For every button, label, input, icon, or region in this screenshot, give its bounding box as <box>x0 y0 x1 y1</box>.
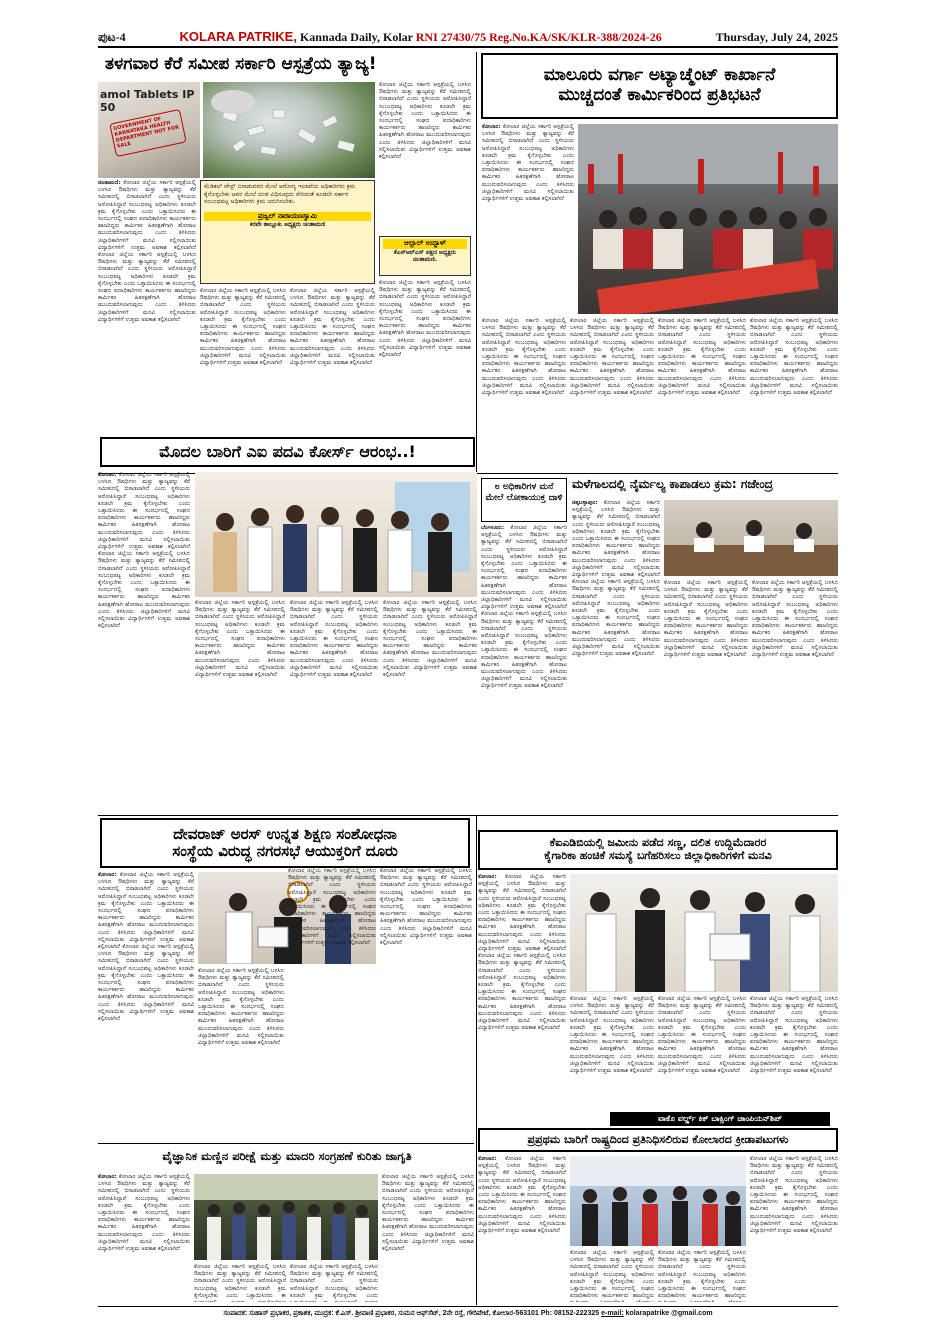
footer-email[interactable]: kolarapatrike @gmail.com <box>625 1310 713 1317</box>
story1-column-1: ಚಿಂತಾಮಣಿ: ಕೋಲಾರ ಜಿಲ್ಲೆಯ ಸರ್ಕಾರಿ ಆಸ್ಪತ್ರೆಯಲ್ಲಿ ಬಳಸಿದ ಔಷಧಿಗಳು ಮತ್ತು ತ್ಯಾಜ್ಯವನ್ನು ಕೆರೆ ಸಮೀಪದಲ್ಲಿ ಬಿಸಾಡಲಾಗಿದೆ ಎಂದು ಸ್ಥಳೀಯರು ಆರೋಪಿಸಿದ್ದಾರೆ ಸಂಬಂಧಪಟ್ಟ ಅಧಿಕಾರಿಗಳು ಕೂಡಲೇ ಕ್ರಮ ಕೈಗೊಳ್ಳಬೇಕು ಎಂದು ಒತ್ತಾಯಿಸಿದರು ಈ ಸಂದರ್ಭದಲ್ಲಿ ಸಂಘದ ಪದಾಧಿಕಾರಿಗಳು ಕಾರ್ಯಕರ್ತರು ಹಾಜರಿದ್ದರು ಕಾರ್ಮಿಕರ ಹಿತರಕ್ಷಣೆಗಾಗಿ ಹೋರಾಟ ಮುಂದುವರಿಸಲಾಗುವುದು ಎಂದು ತಿಳಿಸಿದರು ಜಿಲ್ಲಾಧಿಕಾರಿಗಳಿಗೆ ಮನವಿ ಸಲ್ಲಿಸಲಾಯಿತು ವಿದ್ಯಾರ್ಥಿಗಳಿಗೆ ಉತ್ತಮ ಅವಕಾಶ ಕಲ್ಪಿಸಲಾಗಿದೆ ಕೋಲಾರ ಜಿಲ್ಲೆಯ ಸರ್ಕಾರಿ ಆಸ್ಪತ್ರೆಯಲ್ಲಿ ಬಳಸಿದ ಔಷಧಿಗಳು ಮತ್ತು ತ್ಯಾಜ್ಯವನ್ನು ಕೆರೆ ಸಮೀಪದಲ್ಲಿ ಬಿಸಾಡಲಾಗಿದೆ ಎಂದು ಸ್ಥಳೀಯರು ಆರೋಪಿಸಿದ್ದಾರೆ ಸಂಬಂಧಪಟ್ಟ ಅಧಿಕಾರಿಗಳು ಕೂಡಲೇ ಕ್ರಮ ಕೈಗೊಳ್ಳಬೇಕು ಎಂದು ಒತ್ತಾಯಿಸಿದರು ಈ ಸಂದರ್ಭದಲ್ಲಿ ಸಂಘದ ಪದಾಧಿಕಾರಿಗಳು ಕಾರ್ಯಕರ್ತರು ಹಾಜರಿದ್ದರು ಕಾರ್ಮಿಕರ ಹಿತರಕ್ಷಣೆಗಾಗಿ ಹೋರಾಟ ಮುಂದುವರಿಸಲಾಗುವುದು ಎಂದು ತಿಳಿಸಿದರು ಜಿಲ್ಲಾಧಿಕಾರಿಗಳಿಗೆ ಮನವಿ ಸಲ್ಲಿಸಲಾಯಿತು ವಿದ್ಯಾರ್ಥಿಗಳಿಗೆ ಉತ್ತಮ ಅವಕಾಶ ಕಲ್ಪಿಸಲಾಗಿದೆ <box>98 180 196 323</box>
registration-number: RNI 27430/75 Reg.No.KA/SK/KLR-388/2024-26 <box>415 30 662 44</box>
story8-column-2: ಕೋಲಾರ ಜಿಲ್ಲೆಯ ಸರ್ಕಾರಿ ಆಸ್ಪತ್ರೆಯಲ್ಲಿ ಬಳಸಿದ ಔಷಧಿಗಳು ಮತ್ತು ತ್ಯಾಜ್ಯವನ್ನು ಕೆರೆ ಸಮೀಪದಲ್ಲಿ ಬಿಸಾಡಲಾಗಿದೆ ಎಂದು ಸ್ಥಳೀಯರು ಆರೋಪಿಸಿದ್ದಾರೆ ಸಂಬಂಧಪಟ್ಟ ಅಧಿಕಾರಿಗಳು ಕೂಡಲೇ ಕ್ರಮ ಕೈಗೊಳ್ಳಬೇಕು ಎಂದು ಒತ್ತಾಯಿಸಿದರು ಈ ಸಂದರ್ಭದಲ್ಲಿ ಸಂಘದ ಪದಾಧಿಕಾರಿಗಳು ಕಾರ್ಯಕರ್ತರು ಹಾಜರಿದ್ದರು <box>570 1250 654 1300</box>
story7-headline-box <box>100 818 470 868</box>
story8-column-4: ಕೋಲಾರ ಜಿಲ್ಲೆಯ ಸರ್ಕಾರಿ ಆಸ್ಪತ್ರೆಯಲ್ಲಿ ಬಳಸಿದ ಔಷಧಿಗಳು ಮತ್ತು ತ್ಯಾಜ್ಯವನ್ನು ಕೆರೆ ಸಮೀಪದಲ್ಲಿ ಬಿಸಾಡಲಾಗಿದೆ ಎಂದು ಸ್ಥಳೀಯರು ಆರೋಪಿಸಿದ್ದಾರೆ ಸಂಬಂಧಪಟ್ಟ ಅಧಿಕಾರಿಗಳು ಕೂಡಲೇ ಕ್ರಮ ಕೈಗೊಳ್ಳಬೇಕು ಎಂದು ಒತ್ತಾಯಿಸಿದರು ಈ ಸಂದರ್ಭದಲ್ಲಿ ಸಂಘದ ಪದಾಧಿಕಾರಿಗಳು ಕಾರ್ಯಕರ್ತರು ಹಾಜರಿದ್ದರು ಕಾರ್ಮಿಕರ ಹಿತರಕ್ಷಣೆಗಾಗಿ ಹೋರಾಟ ಮುಂದುವರಿಸಲಾಗುವುದು ಎಂದು ತಿಳಿಸಿದರು ಜಿಲ್ಲಾಧಿಕಾರಿಗಳಿಗೆ ಮನವಿ ಸಲ್ಲಿಸಲಾಯಿತು ವಿದ್ಯಾರ್ಥಿಗಳಿಗೆ ಉತ್ತಮ ಅವಕಾಶ ಕಲ್ಪಿಸಲಾಗಿದೆ <box>750 1156 838 1235</box>
story9-photo <box>194 1174 378 1260</box>
story5-column-1: ಚಿಕ್ಕಬಳ್ಳಾಪುರ: ಕೋಲಾರ ಜಿಲ್ಲೆಯ ಸರ್ಕಾರಿ ಆಸ್ಪತ್ರೆಯಲ್ಲಿ ಬಳಸಿದ ಔಷಧಿಗಳು ಮತ್ತು ತ್ಯಾಜ್ಯವನ್ನು ಕೆರೆ ಸಮೀಪದಲ್ಲಿ ಬಿಸಾಡಲಾಗಿದೆ ಎಂದು ಸ್ಥಳೀಯರು ಆರೋಪಿಸಿದ್ದಾರೆ ಸಂಬಂಧಪಟ್ಟ ಅಧಿಕಾರಿಗಳು ಕೂಡಲೇ ಕ್ರಮ ಕೈಗೊಳ್ಳಬೇಕು ಎಂದು ಒತ್ತಾಯಿಸಿದರು ಈ ಸಂದರ್ಭದಲ್ಲಿ ಸಂಘದ ಪದಾಧಿಕಾರಿಗಳು ಕಾರ್ಯಕರ್ತರು ಹಾಜರಿದ್ದರು ಕಾರ್ಮಿಕರ ಹಿತರಕ್ಷಣೆಗಾಗಿ ಹೋರಾಟ ಮುಂದುವರಿಸಲಾಗುವುದು ಎಂದು ತಿಳಿಸಿದರು ಜಿಲ್ಲಾಧಿಕಾರಿಗಳಿಗೆ ಮನವಿ ಸಲ್ಲಿಸಲಾಯಿತು ವಿದ್ಯಾರ್ಥಿಗಳಿಗೆ ಉತ್ತಮ ಅವಕಾಶ ಕಲ್ಪಿಸಲಾಗಿದೆ ಕೋಲಾರ ಜಿಲ್ಲೆಯ ಸರ್ಕಾರಿ ಆಸ್ಪತ್ರೆಯಲ್ಲಿ ಬಳಸಿದ ಔಷಧಿಗಳು ಮತ್ತು ತ್ಯಾಜ್ಯವನ್ನು ಕೆರೆ ಸಮೀಪದಲ್ಲಿ ಬಿಸಾಡಲಾಗಿದೆ ಎಂದು ಸ್ಥಳೀಯರು ಆರೋಪಿಸಿದ್ದಾರೆ ಸಂಬಂಧಪಟ್ಟ ಅಧಿಕಾರಿಗಳು ಕೂಡಲೇ ಕ್ರಮ ಕೈಗೊಳ್ಳಬೇಕು ಎಂದು ಒತ್ತಾಯಿಸಿದರು ಈ ಸಂದರ್ಭದಲ್ಲಿ ಸಂಘದ ಪದಾಧಿಕಾರಿಗಳು ಕಾರ್ಯಕರ್ತರು ಹಾಜರಿದ್ದರು ಕಾರ್ಮಿಕರ ಹಿತರಕ್ಷಣೆಗಾಗಿ ಹೋರಾಟ ಮುಂದುವರಿಸಲಾಗುವುದು ಎಂದು ತಿಳಿಸಿದರು ಜಿಲ್ಲಾಧಿಕಾರಿಗಳಿಗೆ ಮನವಿ ಸಲ್ಲಿಸಲಾಯಿತು ವಿದ್ಯಾರ್ಥಿಗಳಿಗೆ ಉತ್ತಮ ಅವಕಾಶ ಕಲ್ಪಿಸಲಾಗಿದೆ <box>572 500 660 658</box>
story9-column-4: ಕೋಲಾರ ಜಿಲ್ಲೆಯ ಸರ್ಕಾರಿ ಆಸ್ಪತ್ರೆಯಲ್ಲಿ ಬಳಸಿದ ಔಷಧಿಗಳು ಮತ್ತು ತ್ಯಾಜ್ಯವನ್ನು ಕೆರೆ ಸಮೀಪದಲ್ಲಿ ಬಿಸಾಡಲಾಗಿದೆ ಎಂದು ಸ್ಥಳೀಯರು ಆರೋಪಿಸಿದ್ದಾರೆ ಸಂಬಂಧಪಟ್ಟ ಅಧಿಕಾರಿಗಳು ಕೂಡಲೇ ಕ್ರಮ ಕೈಗೊಳ್ಳಬೇಕು ಎಂದು ಒತ್ತಾಯಿಸಿದರು ಈ ಸಂದರ್ಭದಲ್ಲಿ ಸಂಘದ ಪದಾಧಿಕಾರಿಗಳು ಕಾರ್ಯಕರ್ತರು ಹಾಜರಿದ್ದರು ಕಾರ್ಮಿಕರ ಹಿತರಕ್ಷಣೆಗಾಗಿ ಹೋರಾಟ ಮುಂದುವರಿಸಲಾಗುವುದು ಎಂದು ತಿಳಿಸಿದರು ಜಿಲ್ಲಾಧಿಕಾರಿಗಳಿಗೆ ಮನವಿ ಸಲ್ಲಿಸಲಾಯಿತು ವಿದ್ಯಾರ್ಥಿಗಳಿಗೆ ಉತ್ತಮ ಅವಕಾಶ ಕಲ್ಪಿಸಲಾಗಿದೆ <box>382 1174 474 1253</box>
story4-headline-box <box>481 478 567 522</box>
footer-publisher: ಸಂಪಾದಕ: ಸುಹಾಸ್ ಪ್ರಭಾಕರ, ಪ್ರಕಾಶಕ, ಮುದ್ರಕ: ಕೆ.ಎಸ್. ಶ್ರೀವಾಣಿ ಪ್ರಭಾಕರ, ಸುಮನ ಆಫ್‌ಸೆಟ್, 2ನೇ ರಸ್ತೆ, ಗೌರಿಪೇಟೆ, ಕೋಲಾರ-563101 <box>223 1309 539 1317</box>
page-number: ಪುಟ-4 <box>98 29 126 44</box>
story3-column-1: ಕೋಲಾರ: ಕೋಲಾರ ಜಿಲ್ಲೆಯ ಸರ್ಕಾರಿ ಆಸ್ಪತ್ರೆಯಲ್ಲಿ ಬಳಸಿದ ಔಷಧಿಗಳು ಮತ್ತು ತ್ಯಾಜ್ಯವನ್ನು ಕೆರೆ ಸಮೀಪದಲ್ಲಿ ಬಿಸಾಡಲಾಗಿದೆ ಎಂದು ಸ್ಥಳೀಯರು ಆರೋಪಿಸಿದ್ದಾರೆ ಸಂಬಂಧಪಟ್ಟ ಅಧಿಕಾರಿಗಳು ಕೂಡಲೇ ಕ್ರಮ ಕೈಗೊಳ್ಳಬೇಕು ಎಂದು ಒತ್ತಾಯಿಸಿದರು ಈ ಸಂದರ್ಭದಲ್ಲಿ ಸಂಘದ ಪದಾಧಿಕಾರಿಗಳು ಕಾರ್ಯಕರ್ತರು ಹಾಜರಿದ್ದರು ಕಾರ್ಮಿಕರ ಹಿತರಕ್ಷಣೆಗಾಗಿ ಹೋರಾಟ ಮುಂದುವರಿಸಲಾಗುವುದು ಎಂದು ತಿಳಿಸಿದರು ಜಿಲ್ಲಾಧಿಕಾರಿಗಳಿಗೆ ಮನವಿ ಸಲ್ಲಿಸಲಾಯಿತು ವಿದ್ಯಾರ್ಥಿಗಳಿಗೆ ಉತ್ತಮ ಅವಕಾಶ ಕಲ್ಪಿಸಲಾಗಿದೆ ಕೋಲಾರ ಜಿಲ್ಲೆಯ ಸರ್ಕಾರಿ ಆಸ್ಪತ್ರೆಯಲ್ಲಿ ಬಳಸಿದ ಔಷಧಿಗಳು ಮತ್ತು ತ್ಯಾಜ್ಯವನ್ನು ಕೆರೆ ಸಮೀಪದಲ್ಲಿ ಬಿಸಾಡಲಾಗಿದೆ ಎಂದು ಸ್ಥಳೀಯರು ಆರೋಪಿಸಿದ್ದಾರೆ ಸಂಬಂಧಪಟ್ಟ ಅಧಿಕಾರಿಗಳು ಕೂಡಲೇ ಕ್ರಮ ಕೈಗೊಳ್ಳಬೇಕು ಎಂದು ಒತ್ತಾಯಿಸಿದರು ಈ ಸಂದರ್ಭದಲ್ಲಿ ಸಂಘದ ಪದಾಧಿಕಾರಿಗಳು ಕಾರ್ಯಕರ್ತರು ಹಾಜರಿದ್ದರು ಕಾರ್ಮಿಕರ ಹಿತರಕ್ಷಣೆಗಾಗಿ ಹೋರಾಟ ಮುಂದುವರಿಸಲಾಗುವುದು ಎಂದು ತಿಳಿಸಿದರು ಜಿಲ್ಲಾಧಿಕಾರಿಗಳಿಗೆ ಮನವಿ ಸಲ್ಲಿಸಲಾಯಿತು ವಿದ್ಯಾರ್ಥಿಗಳಿಗೆ ಉತ್ತಮ ಅವಕಾಶ ಕಲ್ಪಿಸಲಾಗಿದೆ <box>98 472 190 630</box>
story6-headline-line1: ಕೆಐಎಡಿಬಿಯಲ್ಲಿ ಜಮೀನು ಪಡೆದ ಸಣ್ಣ, ದಲಿತ ಉದ್ದಿಮೆದಾರರ <box>549 836 767 850</box>
story1-side-column: ಕೋಲಾರ ಜಿಲ್ಲೆಯ ಸರ್ಕಾರಿ ಆಸ್ಪತ್ರೆಯಲ್ಲಿ ಬಳಸಿದ ಔಷಧಿಗಳು ಮತ್ತು ತ್ಯಾಜ್ಯವನ್ನು ಕೆರೆ ಸಮೀಪದಲ್ಲಿ ಬಿಸಾಡಲಾಗಿದೆ ಎಂದು ಸ್ಥಳೀಯರು ಆರೋಪಿಸಿದ್ದಾರೆ ಸಂಬಂಧಪಟ್ಟ ಅಧಿಕಾರಿಗಳು ಕೂಡಲೇ ಕ್ರಮ ಕೈಗೊಳ್ಳಬೇಕು ಎಂದು ಒತ್ತಾಯಿಸಿದರು ಈ ಸಂದರ್ಭದಲ್ಲಿ ಸಂಘದ ಪದಾಧಿಕಾರಿಗಳು ಕಾರ್ಯಕರ್ತರು ಹಾಜರಿದ್ದರು ಕಾರ್ಮಿಕರ ಹಿತರಕ್ಷಣೆಗಾಗಿ ಹೋರಾಟ ಮುಂದುವರಿಸಲಾಗುವುದು ಎಂದು ತಿಳಿಸಿದರು ಜಿಲ್ಲಾಧಿಕಾರಿಗಳಿಗೆ ಮನವಿ ಸಲ್ಲಿಸಲಾಯಿತು ವಿದ್ಯಾರ್ಥಿಗಳಿಗೆ ಉತ್ತಮ ಅವಕಾಶ ಕಲ್ಪಿಸಲಾಗಿದೆ <box>379 82 471 161</box>
story9-headline: ವೈಜ್ಞಾನಿಕ ಮಣ್ಣಿನ ಪರೀಕ್ಷೆ ಮತ್ತು ಮಾದರಿ ಸಂಗ್ರಹಣೆ ಕುರಿತು ಜಾಗೃತಿ <box>162 1150 412 1163</box>
waste-pile-graphic <box>203 82 375 178</box>
story1-quote-text: ಮೆಡಿಕಲ್ ವೇಸ್ಟ್ ಬಿಸಾಡುವವರ ಮೇಲೆ ಆರೋಗ್ಯ ಇಲಾಖೆಯ ಅಧಿಕಾರಿಗಳು ಕ್ರಮ ಕೈಗೊಳ್ಳಬೇಕು ಅವರ ಮೇಲೆ ದಂಡ ವಿಧಿಸುವುದು ಸೇರಿದಂತೆ ಕೂಡಲೇ ಸರ್ಕಾರ ಸಂಬಂಧಪಟ್ಟ ಅಧಿಕಾರಿಗಳು ಕ್ರಮ ಜರುಗಿಸಬೇಕು. <box>204 183 356 205</box>
group-photo-graphic <box>195 472 477 597</box>
story3-column-3: ಕೋಲಾರ ಜಿಲ್ಲೆಯ ಸರ್ಕಾರಿ ಆಸ್ಪತ್ರೆಯಲ್ಲಿ ಬಳಸಿದ ಔಷಧಿಗಳು ಮತ್ತು ತ್ಯಾಜ್ಯವನ್ನು ಕೆರೆ ಸಮೀಪದಲ್ಲಿ ಬಿಸಾಡಲಾಗಿದೆ ಎಂದು ಸ್ಥಳೀಯರು ಆರೋಪಿಸಿದ್ದಾರೆ ಸಂಬಂಧಪಟ್ಟ ಅಧಿಕಾರಿಗಳು ಕೂಡಲೇ ಕ್ರಮ ಕೈಗೊಳ್ಳಬೇಕು ಎಂದು ಒತ್ತಾಯಿಸಿದರು ಈ ಸಂದರ್ಭದಲ್ಲಿ ಸಂಘದ ಪದಾಧಿಕಾರಿಗಳು ಕಾರ್ಯಕರ್ತರು ಹಾಜರಿದ್ದರು ಕಾರ್ಮಿಕರ ಹಿತರಕ್ಷಣೆಗಾಗಿ ಹೋರಾಟ ಮುಂದುವರಿಸಲಾಗುವುದು ಎಂದು ತಿಳಿಸಿದರು ಜಿಲ್ಲಾಧಿಕಾರಿಗಳಿಗೆ ಮನವಿ ಸಲ್ಲಿಸಲಾಯಿತು ವಿದ್ಯಾರ್ಥಿಗಳಿಗೆ ಉತ್ತಮ ಅವಕಾಶ ಕಲ್ಪಿಸಲಾಗಿದೆ <box>290 600 378 679</box>
brand-name: KOLARA PATRIKE, <box>179 29 297 44</box>
story7-column-4: ಕೋಲಾರ ಜಿಲ್ಲೆಯ ಸರ್ಕಾರಿ ಆಸ್ಪತ್ರೆಯಲ್ಲಿ ಬಳಸಿದ ಔಷಧಿಗಳು ಮತ್ತು ತ್ಯಾಜ್ಯವನ್ನು ಕೆರೆ ಸಮೀಪದಲ್ಲಿ ಬಿಸಾಡಲಾಗಿದೆ ಎಂದು ಸ್ಥಳೀಯರು ಆರೋಪಿಸಿದ್ದಾರೆ ಸಂಬಂಧಪಟ್ಟ ಅಧಿಕಾರಿಗಳು ಕೂಡಲೇ ಕ್ರಮ ಕೈಗೊಳ್ಳಬೇಕು ಎಂದು ಒತ್ತಾಯಿಸಿದರು ಈ ಸಂದರ್ಭದಲ್ಲಿ ಸಂಘದ ಪದಾಧಿಕಾರಿಗಳು ಕಾರ್ಯಕರ್ತರು ಹಾಜರಿದ್ದರು ಕಾರ್ಮಿಕರ ಹಿತರಕ್ಷಣೆಗಾಗಿ ಹೋರಾಟ ಮುಂದುವರಿಸಲಾಗುವುದು ಎಂದು ತಿಳಿಸಿದರು ಜಿಲ್ಲಾಧಿಕಾರಿಗಳಿಗೆ ಮನವಿ ಸಲ್ಲಿಸಲಾಯಿತು ವಿದ್ಯಾರ್ಥಿಗಳಿಗೆ ಉತ್ತಮ ಅವಕಾಶ ಕಲ್ಪಿಸಲಾಗಿದೆ <box>380 868 472 947</box>
story1-quote-author-title: ಕರವೇ ತಾಲ್ಲೂಕು ಅಧ್ಯಕ್ಷರು ಚಿಂತಾಮಣಿ <box>249 221 326 228</box>
story1-quote-box <box>200 180 375 284</box>
story5-headline: ಮಳೆಗಾಲದಲ್ಲಿ ನೈರ್ಮಲ್ಯ ಕಾಪಾಡಲು ಕ್ರಮ: ಗಜೇಂದ್ರ <box>572 478 773 491</box>
story7-column-1: ಕೋಲಾರ: ಕೋಲಾರ ಜಿಲ್ಲೆಯ ಸರ್ಕಾರಿ ಆಸ್ಪತ್ರೆಯಲ್ಲಿ ಬಳಸಿದ ಔಷಧಿಗಳು ಮತ್ತು ತ್ಯಾಜ್ಯವನ್ನು ಕೆರೆ ಸಮೀಪದಲ್ಲಿ ಬಿಸಾಡಲಾಗಿದೆ ಎಂದು ಸ್ಥಳೀಯರು ಆರೋಪಿಸಿದ್ದಾರೆ ಸಂಬಂಧಪಟ್ಟ ಅಧಿಕಾರಿಗಳು ಕೂಡಲೇ ಕ್ರಮ ಕೈಗೊಳ್ಳಬೇಕು ಎಂದು ಒತ್ತಾಯಿಸಿದರು ಈ ಸಂದರ್ಭದಲ್ಲಿ ಸಂಘದ ಪದಾಧಿಕಾರಿಗಳು ಕಾರ್ಯಕರ್ತರು ಹಾಜರಿದ್ದರು ಕಾರ್ಮಿಕರ ಹಿತರಕ್ಷಣೆಗಾಗಿ ಹೋರಾಟ ಮುಂದುವರಿಸಲಾಗುವುದು ಎಂದು ತಿಳಿಸಿದರು ಜಿಲ್ಲಾಧಿಕಾರಿಗಳಿಗೆ ಮನವಿ ಸಲ್ಲಿಸಲಾಯಿತು ವಿದ್ಯಾರ್ಥಿಗಳಿಗೆ ಉತ್ತಮ ಅವಕಾಶ ಕಲ್ಪಿಸಲಾಗಿದೆ ಕೋಲಾರ ಜಿಲ್ಲೆಯ ಸರ್ಕಾರಿ ಆಸ್ಪತ್ರೆಯಲ್ಲಿ ಬಳಸಿದ ಔಷಧಿಗಳು ಮತ್ತು ತ್ಯಾಜ್ಯವನ್ನು ಕೆರೆ ಸಮೀಪದಲ್ಲಿ ಬಿಸಾಡಲಾಗಿದೆ ಎಂದು ಸ್ಥಳೀಯರು ಆರೋಪಿಸಿದ್ದಾರೆ ಸಂಬಂಧಪಟ್ಟ ಅಧಿಕಾರಿಗಳು ಕೂಡಲೇ ಕ್ರಮ ಕೈಗೊಳ್ಳಬೇಕು ಎಂದು ಒತ್ತಾಯಿಸಿದರು ಈ ಸಂದರ್ಭದಲ್ಲಿ ಸಂಘದ ಪದಾಧಿಕಾರಿಗಳು ಕಾರ್ಯಕರ್ತರು ಹಾಜರಿದ್ದರು ಕಾರ್ಮಿಕರ ಹಿತರಕ್ಷಣೆಗಾಗಿ ಹೋರಾಟ ಮುಂದುವರಿಸಲಾಗುವುದು ಎಂದು ತಿಳಿಸಿದರು ಜಿಲ್ಲಾಧಿಕಾರಿಗಳಿಗೆ ಮನವಿ ಸಲ್ಲಿಸಲಾಯಿತು ವಿದ್ಯಾರ್ಥಿಗಳಿಗೆ ಉತ್ತಮ ಅವಕಾಶ ಕಲ್ಪಿಸಲಾಗಿದೆ <box>98 872 194 1023</box>
story8-column-3: ಕೋಲಾರ ಜಿಲ್ಲೆಯ ಸರ್ಕಾರಿ ಆಸ್ಪತ್ರೆಯಲ್ಲಿ ಬಳಸಿದ ಔಷಧಿಗಳು ಮತ್ತು ತ್ಯಾಜ್ಯವನ್ನು ಕೆರೆ ಸಮೀಪದಲ್ಲಿ ಬಿಸಾಡಲಾಗಿದೆ ಎಂದು ಸ್ಥಳೀಯರು ಆರೋಪಿಸಿದ್ದಾರೆ ಸಂಬಂಧಪಟ್ಟ ಅಧಿಕಾರಿಗಳು ಕೂಡಲೇ ಕ್ರಮ ಕೈಗೊಳ್ಳಬೇಕು ಎಂದು ಒತ್ತಾಯಿಸಿದರು ಈ ಸಂದರ್ಭದಲ್ಲಿ ಸಂಘದ ಪದಾಧಿಕಾರಿಗಳು ಕಾರ್ಯಕರ್ತರು ಹಾಜರಿದ್ದರು <box>658 1250 746 1300</box>
story9-column-1: ಕೋಲಾರ: ಕೋಲಾರ ಜಿಲ್ಲೆಯ ಸರ್ಕಾರಿ ಆಸ್ಪತ್ರೆಯಲ್ಲಿ ಬಳಸಿದ ಔಷಧಿಗಳು ಮತ್ತು ತ್ಯಾಜ್ಯವನ್ನು ಕೆರೆ ಸಮೀಪದಲ್ಲಿ ಬಿಸಾಡಲಾಗಿದೆ ಎಂದು ಸ್ಥಳೀಯರು ಆರೋಪಿಸಿದ್ದಾರೆ ಸಂಬಂಧಪಟ್ಟ ಅಧಿಕಾರಿಗಳು ಕೂಡಲೇ ಕ್ರಮ ಕೈಗೊಳ್ಳಬೇಕು ಎಂದು ಒತ್ತಾಯಿಸಿದರು ಈ ಸಂದರ್ಭದಲ್ಲಿ ಸಂಘದ ಪದಾಧಿಕಾರಿಗಳು ಕಾರ್ಯಕರ್ತರು ಹಾಜರಿದ್ದರು ಕಾರ್ಮಿಕರ ಹಿತರಕ್ಷಣೆಗಾಗಿ ಹೋರಾಟ ಮುಂದುವರಿಸಲಾಗುವುದು ಎಂದು ತಿಳಿಸಿದರು ಜಿಲ್ಲಾಧಿಕಾರಿಗಳಿಗೆ ಮನವಿ ಸಲ್ಲಿಸಲಾಯಿತು ವಿದ್ಯಾರ್ಥಿಗಳಿಗೆ ಉತ್ತಮ ಅವಕಾಶ ಕಲ್ಪಿಸಲಾಗಿದೆ <box>98 1174 190 1253</box>
story2-headline-line1: ಮಾಲೂರು ವರ್ಗಾ ಅಟ್ಯಾಚ್ಮೆಂಟ್ ಕಾರ್ಖಾನೆ <box>543 65 776 86</box>
story1-column-3: ಕೋಲಾರ ಜಿಲ್ಲೆಯ ಸರ್ಕಾರಿ ಆಸ್ಪತ್ರೆಯಲ್ಲಿ ಬಳಸಿದ ಔಷಧಿಗಳು ಮತ್ತು ತ್ಯಾಜ್ಯವನ್ನು ಕೆರೆ ಸಮೀಪದಲ್ಲಿ ಬಿಸಾಡಲಾಗಿದೆ ಎಂದು ಸ್ಥಳೀಯರು ಆರೋಪಿಸಿದ್ದಾರೆ ಸಂಬಂಧಪಟ್ಟ ಅಧಿಕಾರಿಗಳು ಕೂಡಲೇ ಕ್ರಮ ಕೈಗೊಳ್ಳಬೇಕು ಎಂದು ಒತ್ತಾಯಿಸಿದರು ಈ ಸಂದರ್ಭದಲ್ಲಿ ಸಂಘದ ಪದಾಧಿಕಾರಿಗಳು ಕಾರ್ಯಕರ್ತರು ಹಾಜರಿದ್ದರು ಕಾರ್ಮಿಕರ ಹಿತರಕ್ಷಣೆಗಾಗಿ ಹೋರಾಟ ಮುಂದುವರಿಸಲಾಗುವುದು ಎಂದು ತಿಳಿಸಿದರು ಜಿಲ್ಲಾಧಿಕಾರಿಗಳಿಗೆ ಮನವಿ ಸಲ್ಲಿಸಲಾಯಿತು ವಿದ್ಯಾರ್ಥಿಗಳಿಗೆ ಉತ್ತಮ ಅವಕಾಶ ಕಲ್ಪಿಸಲಾಗಿದೆ <box>290 288 375 367</box>
story8-column-1: ಕೋಲಾರ: ಕೋಲಾರ ಜಿಲ್ಲೆಯ ಸರ್ಕಾರಿ ಆಸ್ಪತ್ರೆಯಲ್ಲಿ ಬಳಸಿದ ಔಷಧಿಗಳು ಮತ್ತು ತ್ಯಾಜ್ಯವನ್ನು ಕೆರೆ ಸಮೀಪದಲ್ಲಿ ಬಿಸಾಡಲಾಗಿದೆ ಎಂದು ಸ್ಥಳೀಯರು ಆರೋಪಿಸಿದ್ದಾರೆ ಸಂಬಂಧಪಟ್ಟ ಅಧಿಕಾರಿಗಳು ಕೂಡಲೇ ಕ್ರಮ ಕೈಗೊಳ್ಳಬೇಕು ಎಂದು ಒತ್ತಾಯಿಸಿದರು ಈ ಸಂದರ್ಭದಲ್ಲಿ ಸಂಘದ ಪದಾಧಿಕಾರಿಗಳು ಕಾರ್ಯಕರ್ತರು ಹಾಜರಿದ್ದರು ಕಾರ್ಮಿಕರ ಹಿತರಕ್ಷಣೆಗಾಗಿ ಹೋರಾಟ ಮುಂದುವರಿಸಲಾಗುವುದು ಎಂದು ತಿಳಿಸಿದರು ಜಿಲ್ಲಾಧಿಕಾರಿಗಳಿಗೆ ಮನವಿ ಸಲ್ಲಿಸಲಾಯಿತು ವಿದ್ಯಾರ್ಥಿಗಳಿಗೆ ಉತ್ತಮ ಅವಕಾಶ ಕಲ್ಪಿಸಲಾಗಿದೆ <box>478 1156 566 1235</box>
story2-headline-box <box>481 53 838 119</box>
story6-headline-line2: ಕೈಗಾರಿಕಾ ಹಂಚಿಕೆ ಸಮಸ್ಯೆ ಬಗೆಹರಿಸಲು ಜಿಲ್ಲಾಧಿಕಾರಿಗಳಿಗೆ ಮನವಿ <box>544 849 772 862</box>
story1-photo-waste-dump <box>203 82 375 178</box>
story1-side-quote <box>379 236 471 276</box>
story3-column-4: ಕೋಲಾರ ಜಿಲ್ಲೆಯ ಸರ್ಕಾರಿ ಆಸ್ಪತ್ರೆಯಲ್ಲಿ ಬಳಸಿದ ಔಷಧಿಗಳು ಮತ್ತು ತ್ಯಾಜ್ಯವನ್ನು ಕೆರೆ ಸಮೀಪದಲ್ಲಿ ಬಿಸಾಡಲಾಗಿದೆ ಎಂದು ಸ್ಥಳೀಯರು ಆರೋಪಿಸಿದ್ದಾರೆ ಸಂಬಂಧಪಟ್ಟ ಅಧಿಕಾರಿಗಳು ಕೂಡಲೇ ಕ್ರಮ ಕೈಗೊಳ್ಳಬೇಕು ಎಂದು ಒತ್ತಾಯಿಸಿದರು ಈ ಸಂದರ್ಭದಲ್ಲಿ ಸಂಘದ ಪದಾಧಿಕಾರಿಗಳು ಕಾರ್ಯಕರ್ತರು ಹಾಜರಿದ್ದರು ಕಾರ್ಮಿಕರ ಹಿತರಕ್ಷಣೆಗಾಗಿ ಹೋರಾಟ ಮುಂದುವರಿಸಲಾಗುವುದು ಎಂದು ತಿಳಿಸಿದರು ಜಿಲ್ಲಾಧಿಕಾರಿಗಳಿಗೆ ಮನವಿ ಸಲ್ಲಿಸಲಾಯಿತು ವಿದ್ಯಾರ್ಥಿಗಳಿಗೆ ಉತ್ತಮ ಅವಕಾಶ ಕಲ್ಪಿಸಲಾಗಿದೆ <box>383 600 477 679</box>
story3-headline-box <box>100 437 475 467</box>
story2-photo-protest <box>578 124 838 314</box>
masthead <box>98 28 838 48</box>
story1-headline: ತಳಗವಾರ ಕೆರೆ ಸಮೀಪ ಸರ್ಕಾರಿ ಆಸ್ಪತ್ರೆಯ ತ್ಯಾಜ್ಯ! <box>105 55 377 74</box>
story1-photo-tablets <box>98 82 200 178</box>
story2-column-5: ಕೋಲಾರ ಜಿಲ್ಲೆಯ ಸರ್ಕಾರಿ ಆಸ್ಪತ್ರೆಯಲ್ಲಿ ಬಳಸಿದ ಔಷಧಿಗಳು ಮತ್ತು ತ್ಯಾಜ್ಯವನ್ನು ಕೆರೆ ಸಮೀಪದಲ್ಲಿ ಬಿಸಾಡಲಾಗಿದೆ ಎಂದು ಸ್ಥಳೀಯರು ಆರೋಪಿಸಿದ್ದಾರೆ ಸಂಬಂಧಪಟ್ಟ ಅಧಿಕಾರಿಗಳು ಕೂಡಲೇ ಕ್ರಮ ಕೈಗೊಳ್ಳಬೇಕು ಎಂದು ಒತ್ತಾಯಿಸಿದರು ಈ ಸಂದರ್ಭದಲ್ಲಿ ಸಂಘದ ಪದಾಧಿಕಾರಿಗಳು ಕಾರ್ಯಕರ್ತರು ಹಾಜರಿದ್ದರು ಕಾರ್ಮಿಕರ ಹಿತರಕ್ಷಣೆಗಾಗಿ ಹೋರಾಟ ಮುಂದುವರಿಸಲಾಗುವುದು ಎಂದು ತಿಳಿಸಿದರು ಜಿಲ್ಲಾಧಿಕಾರಿಗಳಿಗೆ ಮನವಿ ಸಲ್ಲಿಸಲಾಯಿತು ವಿದ್ಯಾರ್ಥಿಗಳಿಗೆ ಉತ್ತಮ ಅವಕಾಶ ಕಲ್ಪಿಸಲಾಗಿದೆ <box>750 318 838 397</box>
issue-date: Thursday, July 24, 2025 <box>715 29 838 44</box>
story6-photo <box>570 874 838 992</box>
story6-headline-box <box>478 830 838 870</box>
story6-column-4: ಕೋಲಾರ ಜಿಲ್ಲೆಯ ಸರ್ಕಾರಿ ಆಸ್ಪತ್ರೆಯಲ್ಲಿ ಬಳಸಿದ ಔಷಧಿಗಳು ಮತ್ತು ತ್ಯಾಜ್ಯವನ್ನು ಕೆರೆ ಸಮೀಪದಲ್ಲಿ ಬಿಸಾಡಲಾಗಿದೆ ಎಂದು ಸ್ಥಳೀಯರು ಆರೋಪಿಸಿದ್ದಾರೆ ಸಂಬಂಧಪಟ್ಟ ಅಧಿಕಾರಿಗಳು ಕೂಡಲೇ ಕ್ರಮ ಕೈಗೊಳ್ಳಬೇಕು ಎಂದು ಒತ್ತಾಯಿಸಿದರು ಈ ಸಂದರ್ಭದಲ್ಲಿ ಸಂಘದ ಪದಾಧಿಕಾರಿಗಳು ಕಾರ್ಯಕರ್ತರು ಹಾಜರಿದ್ದರು ಕಾರ್ಮಿಕರ ಹಿತರಕ್ಷಣೆಗಾಗಿ ಹೋರಾಟ ಮುಂದುವರಿಸಲಾಗುವುದು ಎಂದು ತಿಳಿಸಿದರು ಜಿಲ್ಲಾಧಿಕಾರಿಗಳಿಗೆ ಮನವಿ ಸಲ್ಲಿಸಲಾಯಿತು ವಿದ್ಯಾರ್ಥಿಗಳಿಗೆ ಉತ್ತಮ ಅವಕಾಶ ಕಲ್ಪಿಸಲಾಗಿದೆ <box>750 996 838 1075</box>
story8-label: ವಾಕೊ ವರ್ಲ್ಡ್ ಕಿಕ್ ಬಾಕ್ಸಿಂಗ್ ಚಾಂಪಿಯನ್‌ಶಿಪ್ <box>610 1112 830 1126</box>
column-rule-lower <box>476 815 477 1305</box>
story3-headline: ಮೊದಲ ಬಾರಿಗೆ ಎಐ ಪದವಿ ಕೋರ್ಸ್ ಆರಂಭ..! <box>159 441 416 461</box>
story3-column-2: ಕೋಲಾರ ಜಿಲ್ಲೆಯ ಸರ್ಕಾರಿ ಆಸ್ಪತ್ರೆಯಲ್ಲಿ ಬಳಸಿದ ಔಷಧಿಗಳು ಮತ್ತು ತ್ಯಾಜ್ಯವನ್ನು ಕೆರೆ ಸಮೀಪದಲ್ಲಿ ಬಿಸಾಡಲಾಗಿದೆ ಎಂದು ಸ್ಥಳೀಯರು ಆರೋಪಿಸಿದ್ದಾರೆ ಸಂಬಂಧಪಟ್ಟ ಅಧಿಕಾರಿಗಳು ಕೂಡಲೇ ಕ್ರಮ ಕೈಗೊಳ್ಳಬೇಕು ಎಂದು ಒತ್ತಾಯಿಸಿದರು ಈ ಸಂದರ್ಭದಲ್ಲಿ ಸಂಘದ ಪದಾಧಿಕಾರಿಗಳು ಕಾರ್ಯಕರ್ತರು ಹಾಜರಿದ್ದರು ಕಾರ್ಮಿಕರ ಹಿತರಕ್ಷಣೆಗಾಗಿ ಹೋರಾಟ ಮುಂದುವರಿಸಲಾಗುವುದು ಎಂದು ತಿಳಿಸಿದರು ಜಿಲ್ಲಾಧಿಕಾರಿಗಳಿಗೆ ಮನವಿ ಸಲ್ಲಿಸಲಾಯಿತು ವಿದ್ಯಾರ್ಥಿಗಳಿಗೆ ಉತ್ತಮ ಅವಕಾಶ ಕಲ್ಪಿಸಲಾಗಿದೆ <box>195 600 285 679</box>
brand-subtitle: Kannada Daily, Kolar <box>299 30 413 44</box>
story7-headline-line1: ದೇವರಾಜ್ ಅರಸ್ ಉನ್ನತ ಶಿಕ್ಷಣ ಸಂಶೋಧನಾ <box>173 824 397 843</box>
story6-column-3: ಕೋಲಾರ ಜಿಲ್ಲೆಯ ಸರ್ಕಾರಿ ಆಸ್ಪತ್ರೆಯಲ್ಲಿ ಬಳಸಿದ ಔಷಧಿಗಳು ಮತ್ತು ತ್ಯಾಜ್ಯವನ್ನು ಕೆರೆ ಸಮೀಪದಲ್ಲಿ ಬಿಸಾಡಲಾಗಿದೆ ಎಂದು ಸ್ಥಳೀಯರು ಆರೋಪಿಸಿದ್ದಾರೆ ಸಂಬಂಧಪಟ್ಟ ಅಧಿಕಾರಿಗಳು ಕೂಡಲೇ ಕ್ರಮ ಕೈಗೊಳ್ಳಬೇಕು ಎಂದು ಒತ್ತಾಯಿಸಿದರು ಈ ಸಂದರ್ಭದಲ್ಲಿ ಸಂಘದ ಪದಾಧಿಕಾರಿಗಳು ಕಾರ್ಯಕರ್ತರು ಹಾಜರಿದ್ದರು ಕಾರ್ಮಿಕರ ಹಿತರಕ್ಷಣೆಗಾಗಿ ಹೋರಾಟ ಮುಂದುವರಿಸಲಾಗುವುದು ಎಂದು ತಿಳಿಸಿದರು ಜಿಲ್ಲಾಧಿಕಾರಿಗಳಿಗೆ ಮನವಿ ಸಲ್ಲಿಸಲಾಯಿತು ವಿದ್ಯಾರ್ಥಿಗಳಿಗೆ ಉತ್ತಮ ಅವಕಾಶ ಕಲ್ಪಿಸಲಾಗಿದೆ <box>658 996 746 1075</box>
story9-column-2: ಕೋಲಾರ ಜಿಲ್ಲೆಯ ಸರ್ಕಾರಿ ಆಸ್ಪತ್ರೆಯಲ್ಲಿ ಬಳಸಿದ ಔಷಧಿಗಳು ಮತ್ತು ತ್ಯಾಜ್ಯವನ್ನು ಕೆರೆ ಸಮೀಪದಲ್ಲಿ ಬಿಸಾಡಲಾಗಿದೆ ಎಂದು ಸ್ಥಳೀಯರು ಆರೋಪಿಸಿದ್ದಾರೆ ಸಂಬಂಧಪಟ್ಟ ಅಧಿಕಾರಿಗಳು ಕೂಡಲೇ ಕ್ರಮ ಕೈಗೊಳ್ಳಬೇಕು ಎಂದು ಒತ್ತಾಯಿಸಿದರು ಈ <box>194 1264 286 1299</box>
story4-column: ಬೆಂಗಳೂರು: ಕೋಲಾರ ಜಿಲ್ಲೆಯ ಸರ್ಕಾರಿ ಆಸ್ಪತ್ರೆಯಲ್ಲಿ ಬಳಸಿದ ಔಷಧಿಗಳು ಮತ್ತು ತ್ಯಾಜ್ಯವನ್ನು ಕೆರೆ ಸಮೀಪದಲ್ಲಿ ಬಿಸಾಡಲಾಗಿದೆ ಎಂದು ಸ್ಥಳೀಯರು ಆರೋಪಿಸಿದ್ದಾರೆ ಸಂಬಂಧಪಟ್ಟ ಅಧಿಕಾರಿಗಳು ಕೂಡಲೇ ಕ್ರಮ ಕೈಗೊಳ್ಳಬೇಕು ಎಂದು ಒತ್ತಾಯಿಸಿದರು ಈ ಸಂದರ್ಭದಲ್ಲಿ ಸಂಘದ ಪದಾಧಿಕಾರಿಗಳು ಕಾರ್ಯಕರ್ತರು ಹಾಜರಿದ್ದರು ಕಾರ್ಮಿಕರ ಹಿತರಕ್ಷಣೆಗಾಗಿ ಹೋರಾಟ ಮುಂದುವರಿಸಲಾಗುವುದು ಎಂದು ತಿಳಿಸಿದರು ಜಿಲ್ಲಾಧಿಕಾರಿಗಳಿಗೆ ಮನವಿ ಸಲ್ಲಿಸಲಾಯಿತು ವಿದ್ಯಾರ್ಥಿಗಳಿಗೆ ಉತ್ತಮ ಅವಕಾಶ ಕಲ್ಪಿಸಲಾಗಿದೆ ಕೋಲಾರ ಜಿಲ್ಲೆಯ ಸರ್ಕಾರಿ ಆಸ್ಪತ್ರೆಯಲ್ಲಿ ಬಳಸಿದ ಔಷಧಿಗಳು ಮತ್ತು ತ್ಯಾಜ್ಯವನ್ನು ಕೆರೆ ಸಮೀಪದಲ್ಲಿ ಬಿಸಾಡಲಾಗಿದೆ ಎಂದು ಸ್ಥಳೀಯರು ಆರೋಪಿಸಿದ್ದಾರೆ ಸಂಬಂಧಪಟ್ಟ ಅಧಿಕಾರಿಗಳು ಕೂಡಲೇ ಕ್ರಮ ಕೈಗೊಳ್ಳಬೇಕು ಎಂದು ಒತ್ತಾಯಿಸಿದರು ಈ ಸಂದರ್ಭದಲ್ಲಿ ಸಂಘದ ಪದಾಧಿಕಾರಿಗಳು ಕಾರ್ಯಕರ್ತರು ಹಾಜರಿದ್ದರು ಕಾರ್ಮಿಕರ ಹಿತರಕ್ಷಣೆಗಾಗಿ ಹೋರಾಟ ಮುಂದುವರಿಸಲಾಗುವುದು ಎಂದು ತಿಳಿಸಿದರು ಜಿಲ್ಲಾಧಿಕಾರಿಗಳಿಗೆ ಮನವಿ ಸಲ್ಲಿಸಲಾಯಿತು ವಿದ್ಯಾರ್ಥಿಗಳಿಗೆ ಉತ್ತಮ ಅವಕಾಶ ಕಲ್ಪಿಸಲಾಗಿದೆ <box>481 525 567 690</box>
story5-photo-meeting <box>664 500 838 576</box>
story2-column-4: ಕೋಲಾರ ಜಿಲ್ಲೆಯ ಸರ್ಕಾರಿ ಆಸ್ಪತ್ರೆಯಲ್ಲಿ ಬಳಸಿದ ಔಷಧಿಗಳು ಮತ್ತು ತ್ಯಾಜ್ಯವನ್ನು ಕೆರೆ ಸಮೀಪದಲ್ಲಿ ಬಿಸಾಡಲಾಗಿದೆ ಎಂದು ಸ್ಥಳೀಯರು ಆರೋಪಿಸಿದ್ದಾರೆ ಸಂಬಂಧಪಟ್ಟ ಅಧಿಕಾರಿಗಳು ಕೂಡಲೇ ಕ್ರಮ ಕೈಗೊಳ್ಳಬೇಕು ಎಂದು ಒತ್ತಾಯಿಸಿದರು ಈ ಸಂದರ್ಭದಲ್ಲಿ ಸಂಘದ ಪದಾಧಿಕಾರಿಗಳು ಕಾರ್ಯಕರ್ತರು ಹಾಜರಿದ್ದರು ಕಾರ್ಮಿಕರ ಹಿತರಕ್ಷಣೆಗಾಗಿ ಹೋರಾಟ ಮುಂದುವರಿಸಲಾಗುವುದು ಎಂದು ತಿಳಿಸಿದರು ಜಿಲ್ಲಾಧಿಕಾರಿಗಳಿಗೆ ಮನವಿ ಸಲ್ಲಿಸಲಾಯಿತು ವಿದ್ಯಾರ್ಥಿಗಳಿಗೆ ಉತ್ತಮ ಅವಕಾಶ ಕಲ್ಪಿಸಲಾಗಿದೆ <box>658 318 746 397</box>
section-rule-3 <box>98 1143 474 1144</box>
footer-phone: Ph: 08152-222325 <box>540 1310 600 1317</box>
story6-column-2: ಕೋಲಾರ ಜಿಲ್ಲೆಯ ಸರ್ಕಾರಿ ಆಸ್ಪತ್ರೆಯಲ್ಲಿ ಬಳಸಿದ ಔಷಧಿಗಳು ಮತ್ತು ತ್ಯಾಜ್ಯವನ್ನು ಕೆರೆ ಸಮೀಪದಲ್ಲಿ ಬಿಸಾಡಲಾಗಿದೆ ಎಂದು ಸ್ಥಳೀಯರು ಆರೋಪಿಸಿದ್ದಾರೆ ಸಂಬಂಧಪಟ್ಟ ಅಧಿಕಾರಿಗಳು ಕೂಡಲೇ ಕ್ರಮ ಕೈಗೊಳ್ಳಬೇಕು ಎಂದು ಒತ್ತಾಯಿಸಿದರು ಈ ಸಂದರ್ಭದಲ್ಲಿ ಸಂಘದ ಪದಾಧಿಕಾರಿಗಳು ಕಾರ್ಯಕರ್ತರು ಹಾಜರಿದ್ದರು ಕಾರ್ಮಿಕರ ಹಿತರಕ್ಷಣೆಗಾಗಿ ಹೋರಾಟ ಮುಂದುವರಿಸಲಾಗುವುದು ಎಂದು ತಿಳಿಸಿದರು ಜಿಲ್ಲಾಧಿಕಾರಿಗಳಿಗೆ ಮನವಿ ಸಲ್ಲಿಸಲಾಯಿತು ವಿದ್ಯಾರ್ಥಿಗಳಿಗೆ ಉತ್ತಮ ಅವಕಾಶ ಕಲ್ಪಿಸಲಾಗಿದೆ <box>570 996 654 1075</box>
section-rule-2 <box>98 815 838 816</box>
side-quote-name: ಆಲ್ಲಾಲ್ ಉದ್ದಾಳ್ <box>383 239 467 249</box>
story5-column-3: ಕೋಲಾರ ಜಿಲ್ಲೆಯ ಸರ್ಕಾರಿ ಆಸ್ಪತ್ರೆಯಲ್ಲಿ ಬಳಸಿದ ಔಷಧಿಗಳು ಮತ್ತು ತ್ಯಾಜ್ಯವನ್ನು ಕೆರೆ ಸಮೀಪದಲ್ಲಿ ಬಿಸಾಡಲಾಗಿದೆ ಎಂದು ಸ್ಥಳೀಯರು ಆರೋಪಿಸಿದ್ದಾರೆ ಸಂಬಂಧಪಟ್ಟ ಅಧಿಕಾರಿಗಳು ಕೂಡಲೇ ಕ್ರಮ ಕೈಗೊಳ್ಳಬೇಕು ಎಂದು ಒತ್ತಾಯಿಸಿದರು ಈ ಸಂದರ್ಭದಲ್ಲಿ ಸಂಘದ ಪದಾಧಿಕಾರಿಗಳು ಕಾರ್ಯಕರ್ತರು ಹಾಜರಿದ್ದರು ಕಾರ್ಮಿಕರ ಹಿತರಕ್ಷಣೆಗಾಗಿ ಹೋರಾಟ ಮುಂದುವರಿಸಲಾಗುವುದು ಎಂದು ತಿಳಿಸಿದರು ಜಿಲ್ಲಾಧಿಕಾರಿಗಳಿಗೆ ಮನವಿ ಸಲ್ಲಿಸಲಾಯಿತು ವಿದ್ಯಾರ್ಥಿಗಳಿಗೆ ಉತ್ತಮ ಅವಕಾಶ ಕಲ್ಪಿಸಲಾಗಿದೆ <box>752 580 838 659</box>
story2-column-2: ಕೋಲಾರ ಜಿಲ್ಲೆಯ ಸರ್ಕಾರಿ ಆಸ್ಪತ್ರೆಯಲ್ಲಿ ಬಳಸಿದ ಔಷಧಿಗಳು ಮತ್ತು ತ್ಯಾಜ್ಯವನ್ನು ಕೆರೆ ಸಮೀಪದಲ್ಲಿ ಬಿಸಾಡಲಾಗಿದೆ ಎಂದು ಸ್ಥಳೀಯರು ಆರೋಪಿಸಿದ್ದಾರೆ ಸಂಬಂಧಪಟ್ಟ ಅಧಿಕಾರಿಗಳು ಕೂಡಲೇ ಕ್ರಮ ಕೈಗೊಳ್ಳಬೇಕು ಎಂದು ಒತ್ತಾಯಿಸಿದರು ಈ ಸಂದರ್ಭದಲ್ಲಿ ಸಂಘದ ಪದಾಧಿಕಾರಿಗಳು ಕಾರ್ಯಕರ್ತರು ಹಾಜರಿದ್ದರು ಕಾರ್ಮಿಕರ ಹಿತರಕ್ಷಣೆಗಾಗಿ ಹೋರಾಟ ಮುಂದುವರಿಸಲಾಗುವುದು ಎಂದು ತಿಳಿಸಿದರು ಜಿಲ್ಲಾಧಿಕಾರಿಗಳಿಗೆ ಮನವಿ ಸಲ್ಲಿಸಲಾಯಿತು ವಿದ್ಯಾರ್ಥಿಗಳಿಗೆ ಉತ್ತಮ ಅವಕಾಶ ಕಲ್ಪಿಸಲಾಗಿದೆ <box>482 318 566 397</box>
petition-graphic <box>570 874 838 992</box>
farmers-group-graphic <box>194 1174 378 1260</box>
meeting-graphic <box>664 500 838 576</box>
story8-headline-box <box>478 1128 838 1152</box>
story3-photo-group <box>195 472 477 597</box>
column-rule <box>476 52 477 472</box>
govt-stamp: GOVERNMENT OF KARNATAKA HEALTH DEPARTMENT NOT FOR SALE <box>109 109 186 157</box>
footer-email-label: e-mail: <box>601 1310 624 1317</box>
story7-column-2: ಕೋಲಾರ ಜಿಲ್ಲೆಯ ಸರ್ಕಾರಿ ಆಸ್ಪತ್ರೆಯಲ್ಲಿ ಬಳಸಿದ ಔಷಧಿಗಳು ಮತ್ತು ತ್ಯಾಜ್ಯವನ್ನು ಕೆರೆ ಸಮೀಪದಲ್ಲಿ ಬಿಸಾಡಲಾಗಿದೆ ಎಂದು ಸ್ಥಳೀಯರು ಆರೋಪಿಸಿದ್ದಾರೆ ಸಂಬಂಧಪಟ್ಟ ಅಧಿಕಾರಿಗಳು ಕೂಡಲೇ ಕ್ರಮ ಕೈಗೊಳ್ಳಬೇಕು ಎಂದು ಒತ್ತಾಯಿಸಿದರು ಈ ಸಂದರ್ಭದಲ್ಲಿ ಸಂಘದ ಪದಾಧಿಕಾರಿಗಳು ಕಾರ್ಯಕರ್ತರು ಹಾಜರಿದ್ದರು ಕಾರ್ಮಿಕರ ಹಿತರಕ್ಷಣೆಗಾಗಿ ಹೋರಾಟ ಮುಂದುವರಿಸಲಾಗುವುದು ಎಂದು ತಿಳಿಸಿದರು ಜಿಲ್ಲಾಧಿಕಾರಿಗಳಿಗೆ ಮನವಿ ಸಲ್ಲಿಸಲಾಯಿತು ವಿದ್ಯಾರ್ಥಿಗಳಿಗೆ ಉತ್ತಮ ಅವಕಾಶ ಕಲ್ಪಿಸಲಾಗಿದೆ <box>198 968 284 1047</box>
side-quote-title: ಕೆಎಸ್ಆರ್‌ಎಸ್ ಪಕ್ಷದ ಅಧ್ಯಕ್ಷರು ಚಿಂತಾಮಣಿ. <box>393 248 457 263</box>
story2-column-1: ಕೋಲಾರ: ಕೋಲಾರ ಜಿಲ್ಲೆಯ ಸರ್ಕಾರಿ ಆಸ್ಪತ್ರೆಯಲ್ಲಿ ಬಳಸಿದ ಔಷಧಿಗಳು ಮತ್ತು ತ್ಯಾಜ್ಯವನ್ನು ಕೆರೆ ಸಮೀಪದಲ್ಲಿ ಬಿಸಾಡಲಾಗಿದೆ ಎಂದು ಸ್ಥಳೀಯರು ಆರೋಪಿಸಿದ್ದಾರೆ ಸಂಬಂಧಪಟ್ಟ ಅಧಿಕಾರಿಗಳು ಕೂಡಲೇ ಕ್ರಮ ಕೈಗೊಳ್ಳಬೇಕು ಎಂದು ಒತ್ತಾಯಿಸಿದರು ಈ ಸಂದರ್ಭದಲ್ಲಿ ಸಂಘದ ಪದಾಧಿಕಾರಿಗಳು ಕಾರ್ಯಕರ್ತರು ಹಾಜರಿದ್ದರು ಕಾರ್ಮಿಕರ ಹಿತರಕ್ಷಣೆಗಾಗಿ ಹೋರಾಟ ಮುಂದುವರಿಸಲಾಗುವುದು ಎಂದು ತಿಳಿಸಿದರು ಜಿಲ್ಲಾಧಿಕಾರಿಗಳಿಗೆ ಮನವಿ ಸಲ್ಲಿಸಲಾಯಿತು ವಿದ್ಯಾರ್ಥಿಗಳಿಗೆ ಉತ್ತಮ ಅವಕಾಶ ಕಲ್ಪಿಸಲಾಗಿದೆ <box>482 124 574 203</box>
story2-headline-line2: ಮುಚ್ಚದಂತೆ ಕಾರ್ಮಿಕರಿಂದ ಪ್ರತಿಭಟನೆ <box>558 85 761 105</box>
story5-column-2: ಕೋಲಾರ ಜಿಲ್ಲೆಯ ಸರ್ಕಾರಿ ಆಸ್ಪತ್ರೆಯಲ್ಲಿ ಬಳಸಿದ ಔಷಧಿಗಳು ಮತ್ತು ತ್ಯಾಜ್ಯವನ್ನು ಕೆರೆ ಸಮೀಪದಲ್ಲಿ ಬಿಸಾಡಲಾಗಿದೆ ಎಂದು ಸ್ಥಳೀಯರು ಆರೋಪಿಸಿದ್ದಾರೆ ಸಂಬಂಧಪಟ್ಟ ಅಧಿಕಾರಿಗಳು ಕೂಡಲೇ ಕ್ರಮ ಕೈಗೊಳ್ಳಬೇಕು ಎಂದು ಒತ್ತಾಯಿಸಿದರು ಈ ಸಂದರ್ಭದಲ್ಲಿ ಸಂಘದ ಪದಾಧಿಕಾರಿಗಳು ಕಾರ್ಯಕರ್ತರು ಹಾಜರಿದ್ದರು ಕಾರ್ಮಿಕರ ಹಿತರಕ್ಷಣೆಗಾಗಿ ಹೋರಾಟ ಮುಂದುವರಿಸಲಾಗುವುದು ಎಂದು ತಿಳಿಸಿದರು ಜಿಲ್ಲಾಧಿಕಾರಿಗಳಿಗೆ ಮನವಿ ಸಲ್ಲಿಸಲಾಯಿತು ವಿದ್ಯಾರ್ಥಿಗಳಿಗೆ ಉತ್ತಮ ಅವಕಾಶ ಕಲ್ಪಿಸಲಾಗಿದೆ <box>664 580 748 659</box>
story6-column-1: ಕೋಲಾರ: ಕೋಲಾರ ಜಿಲ್ಲೆಯ ಸರ್ಕಾರಿ ಆಸ್ಪತ್ರೆಯಲ್ಲಿ ಬಳಸಿದ ಔಷಧಿಗಳು ಮತ್ತು ತ್ಯಾಜ್ಯವನ್ನು ಕೆರೆ ಸಮೀಪದಲ್ಲಿ ಬಿಸಾಡಲಾಗಿದೆ ಎಂದು ಸ್ಥಳೀಯರು ಆರೋಪಿಸಿದ್ದಾರೆ ಸಂಬಂಧಪಟ್ಟ ಅಧಿಕಾರಿಗಳು ಕೂಡಲೇ ಕ್ರಮ ಕೈಗೊಳ್ಳಬೇಕು ಎಂದು ಒತ್ತಾಯಿಸಿದರು ಈ ಸಂದರ್ಭದಲ್ಲಿ ಸಂಘದ ಪದಾಧಿಕಾರಿಗಳು ಕಾರ್ಯಕರ್ತರು ಹಾಜರಿದ್ದರು ಕಾರ್ಮಿಕರ ಹಿತರಕ್ಷಣೆಗಾಗಿ ಹೋರಾಟ ಮುಂದುವರಿಸಲಾಗುವುದು ಎಂದು ತಿಳಿಸಿದರು ಜಿಲ್ಲಾಧಿಕಾರಿಗಳಿಗೆ ಮನವಿ ಸಲ್ಲಿಸಲಾಯಿತು ವಿದ್ಯಾರ್ಥಿಗಳಿಗೆ ಉತ್ತಮ ಅವಕಾಶ ಕಲ್ಪಿಸಲಾಗಿದೆ ಕೋಲಾರ ಜಿಲ್ಲೆಯ ಸರ್ಕಾರಿ ಆಸ್ಪತ್ರೆಯಲ್ಲಿ ಬಳಸಿದ ಔಷಧಿಗಳು ಮತ್ತು ತ್ಯಾಜ್ಯವನ್ನು ಕೆರೆ ಸಮೀಪದಲ್ಲಿ ಬಿಸಾಡಲಾಗಿದೆ ಎಂದು ಸ್ಥಳೀಯರು ಆರೋಪಿಸಿದ್ದಾರೆ ಸಂಬಂಧಪಟ್ಟ ಅಧಿಕಾರಿಗಳು ಕೂಡಲೇ ಕ್ರಮ ಕೈಗೊಳ್ಳಬೇಕು ಎಂದು ಒತ್ತಾಯಿಸಿದರು ಈ ಸಂದರ್ಭದಲ್ಲಿ ಸಂಘದ ಪದಾಧಿಕಾರಿಗಳು ಕಾರ್ಯಕರ್ತರು ಹಾಜರಿದ್ದರು ಕಾರ್ಮಿಕರ ಹಿತರಕ್ಷಣೆಗಾಗಿ ಹೋರಾಟ ಮುಂದುವರಿಸಲಾಗುವುದು ಎಂದು ತಿಳಿಸಿದರು ಜಿಲ್ಲಾಧಿಕಾರಿಗಳಿಗೆ ಮನವಿ ಸಲ್ಲಿಸಲಾಯಿತು ವಿದ್ಯಾರ್ಥಿಗಳಿಗೆ ಉತ್ತಮ ಅವಕಾಶ ಕಲ್ಪಿಸಲಾಗಿದೆ <box>478 874 566 1032</box>
story2-column-3: ಕೋಲಾರ ಜಿಲ್ಲೆಯ ಸರ್ಕಾರಿ ಆಸ್ಪತ್ರೆಯಲ್ಲಿ ಬಳಸಿದ ಔಷಧಿಗಳು ಮತ್ತು ತ್ಯಾಜ್ಯವನ್ನು ಕೆರೆ ಸಮೀಪದಲ್ಲಿ ಬಿಸಾಡಲಾಗಿದೆ ಎಂದು ಸ್ಥಳೀಯರು ಆರೋಪಿಸಿದ್ದಾರೆ ಸಂಬಂಧಪಟ್ಟ ಅಧಿಕಾರಿಗಳು ಕೂಡಲೇ ಕ್ರಮ ಕೈಗೊಳ್ಳಬೇಕು ಎಂದು ಒತ್ತಾಯಿಸಿದರು ಈ ಸಂದರ್ಭದಲ್ಲಿ ಸಂಘದ ಪದಾಧಿಕಾರಿಗಳು ಕಾರ್ಯಕರ್ತರು ಹಾಜರಿದ್ದರು ಕಾರ್ಮಿಕರ ಹಿತರಕ್ಷಣೆಗಾಗಿ ಹೋರಾಟ ಮುಂದುವರಿಸಲಾಗುವುದು ಎಂದು ತಿಳಿಸಿದರು ಜಿಲ್ಲಾಧಿಕಾರಿಗಳಿಗೆ ಮನವಿ ಸಲ್ಲಿಸಲಾಯಿತು ವಿದ್ಯಾರ್ಥಿಗಳಿಗೆ ಉತ್ತಮ ಅವಕಾಶ ಕಲ್ಪಿಸಲಾಗಿದೆ <box>570 318 654 397</box>
story7-column-3: ಕೋಲಾರ ಜಿಲ್ಲೆಯ ಸರ್ಕಾರಿ ಆಸ್ಪತ್ರೆಯಲ್ಲಿ ಬಳಸಿದ ಔಷಧಿಗಳು ಮತ್ತು ತ್ಯಾಜ್ಯವನ್ನು ಕೆರೆ ಸಮೀಪದಲ್ಲಿ ಬಿಸಾಡಲಾಗಿದೆ ಎಂದು ಸ್ಥಳೀಯರು ಆರೋಪಿಸಿದ್ದಾರೆ ಸಂಬಂಧಪಟ್ಟ ಅಧಿಕಾರಿಗಳು ಕೂಡಲೇ ಕ್ರಮ ಕೈಗೊಳ್ಳಬೇಕು ಎಂದು ಒತ್ತಾಯಿಸಿದರು ಈ ಸಂದರ್ಭದಲ್ಲಿ ಸಂಘದ ಪದಾಧಿಕಾರಿಗಳು ಕಾರ್ಯಕರ್ತರು ಹಾಜರಿದ್ದರು ಕಾರ್ಮಿಕರ ಹಿತರಕ್ಷಣೆಗಾಗಿ ಹೋರಾಟ ಮುಂದುವರಿಸಲಾಗುವುದು ಎಂದು ತಿಳಿಸಿದರು ಜಿಲ್ಲಾಧಿಕಾರಿಗಳಿಗೆ ಮನವಿ ಸಲ್ಲಿಸಲಾಯಿತು ವಿದ್ಯಾರ್ಥಿಗಳಿಗೆ ಉತ್ತಮ ಅವಕಾಶ ಕಲ್ಪಿಸಲಾಗಿದೆ <box>288 868 376 947</box>
story1-quote-author: ಪ್ರಜ್ವಲ್ ನಾರಾಯಣಸ್ವಾಮಿ <box>204 212 371 222</box>
story1-side-column-2: ಕೋಲಾರ ಜಿಲ್ಲೆಯ ಸರ್ಕಾರಿ ಆಸ್ಪತ್ರೆಯಲ್ಲಿ ಬಳಸಿದ ಔಷಧಿಗಳು ಮತ್ತು ತ್ಯಾಜ್ಯವನ್ನು ಕೆರೆ ಸಮೀಪದಲ್ಲಿ ಬಿಸಾಡಲಾಗಿದೆ ಎಂದು ಸ್ಥಳೀಯರು ಆರೋಪಿಸಿದ್ದಾರೆ ಸಂಬಂಧಪಟ್ಟ ಅಧಿಕಾರಿಗಳು ಕೂಡಲೇ ಕ್ರಮ ಕೈಗೊಳ್ಳಬೇಕು ಎಂದು ಒತ್ತಾಯಿಸಿದರು ಈ ಸಂದರ್ಭದಲ್ಲಿ ಸಂಘದ ಪದಾಧಿಕಾರಿಗಳು ಕಾರ್ಯಕರ್ತರು ಹಾಜರಿದ್ದರು ಕಾರ್ಮಿಕರ ಹಿತರಕ್ಷಣೆಗಾಗಿ ಹೋರಾಟ ಮುಂದುವರಿಸಲಾಗುವುದು ಎಂದು ತಿಳಿಸಿದರು ಜಿಲ್ಲಾಧಿಕಾರಿಗಳಿಗೆ ಮನವಿ ಸಲ್ಲಿಸಲಾಯಿತು ವಿದ್ಯಾರ್ಥಿಗಳಿಗೆ ಉತ್ತಮ ಅವಕಾಶ ಕಲ್ಪಿಸಲಾಗಿದೆ <box>379 280 471 359</box>
protest-crowd-graphic <box>578 124 838 314</box>
story4-headline: ೮ ಅಧಿಕಾರಿಗಳ ಮನೆ ಮೇಲೆ ಲೋಕಾಯುಕ್ತ ದಾಳಿ <box>485 482 563 503</box>
story9-column-3: ಕೋಲಾರ ಜಿಲ್ಲೆಯ ಸರ್ಕಾರಿ ಆಸ್ಪತ್ರೆಯಲ್ಲಿ ಬಳಸಿದ ಔಷಧಿಗಳು ಮತ್ತು ತ್ಯಾಜ್ಯವನ್ನು ಕೆರೆ ಸಮೀಪದಲ್ಲಿ ಬಿಸಾಡಲಾಗಿದೆ ಎಂದು ಸ್ಥಳೀಯರು ಆರೋಪಿಸಿದ್ದಾರೆ ಸಂಬಂಧಪಟ್ಟ ಅಧಿಕಾರಿಗಳು ಕೂಡಲೇ ಕ್ರಮ ಕೈಗೊಳ್ಳಬೇಕು ಎಂದು <box>290 1264 378 1299</box>
story8-headline: ಪ್ರಪ್ರಥಮ ಬಾರಿಗೆ ರಾಷ್ಟ್ರದಿಂದ ಪ್ರತಿನಿಧಿಸಲಿರುವ ಕೋಲಾರದ ಕ್ರೀಡಾಪಟುಗಳು <box>527 1132 789 1146</box>
story7-headline-line2: ಸಂಸ್ಥೆಯ ವಿರುದ್ಧ ನಗರಸಭೆ ಆಯುಕ್ತರಿಗೆ ದೂರು <box>172 842 398 860</box>
athletes-graphic <box>570 1156 746 1246</box>
tablet-pack-text: amol Tablets IP 50 <box>100 88 195 114</box>
footer <box>98 1306 838 1320</box>
story1-column-2: ಕೋಲಾರ ಜಿಲ್ಲೆಯ ಸರ್ಕಾರಿ ಆಸ್ಪತ್ರೆಯಲ್ಲಿ ಬಳಸಿದ ಔಷಧಿಗಳು ಮತ್ತು ತ್ಯಾಜ್ಯವನ್ನು ಕೆರೆ ಸಮೀಪದಲ್ಲಿ ಬಿಸಾಡಲಾಗಿದೆ ಎಂದು ಸ್ಥಳೀಯರು ಆರೋಪಿಸಿದ್ದಾರೆ ಸಂಬಂಧಪಟ್ಟ ಅಧಿಕಾರಿಗಳು ಕೂಡಲೇ ಕ್ರಮ ಕೈಗೊಳ್ಳಬೇಕು ಎಂದು ಒತ್ತಾಯಿಸಿದರು ಈ ಸಂದರ್ಭದಲ್ಲಿ ಸಂಘದ ಪದಾಧಿಕಾರಿಗಳು ಕಾರ್ಯಕರ್ತರು ಹಾಜರಿದ್ದರು ಕಾರ್ಮಿಕರ ಹಿತರಕ್ಷಣೆಗಾಗಿ ಹೋರಾಟ ಮುಂದುವರಿಸಲಾಗುವುದು ಎಂದು ತಿಳಿಸಿದರು ಜಿಲ್ಲಾಧಿಕಾರಿಗಳಿಗೆ ಮನವಿ ಸಲ್ಲಿಸಲಾಯಿತು ವಿದ್ಯಾರ್ಥಿಗಳಿಗೆ ಉತ್ತಮ ಅವಕಾಶ ಕಲ್ಪಿಸಲಾಗಿದೆ <box>200 288 286 367</box>
story8-photo <box>570 1156 746 1246</box>
